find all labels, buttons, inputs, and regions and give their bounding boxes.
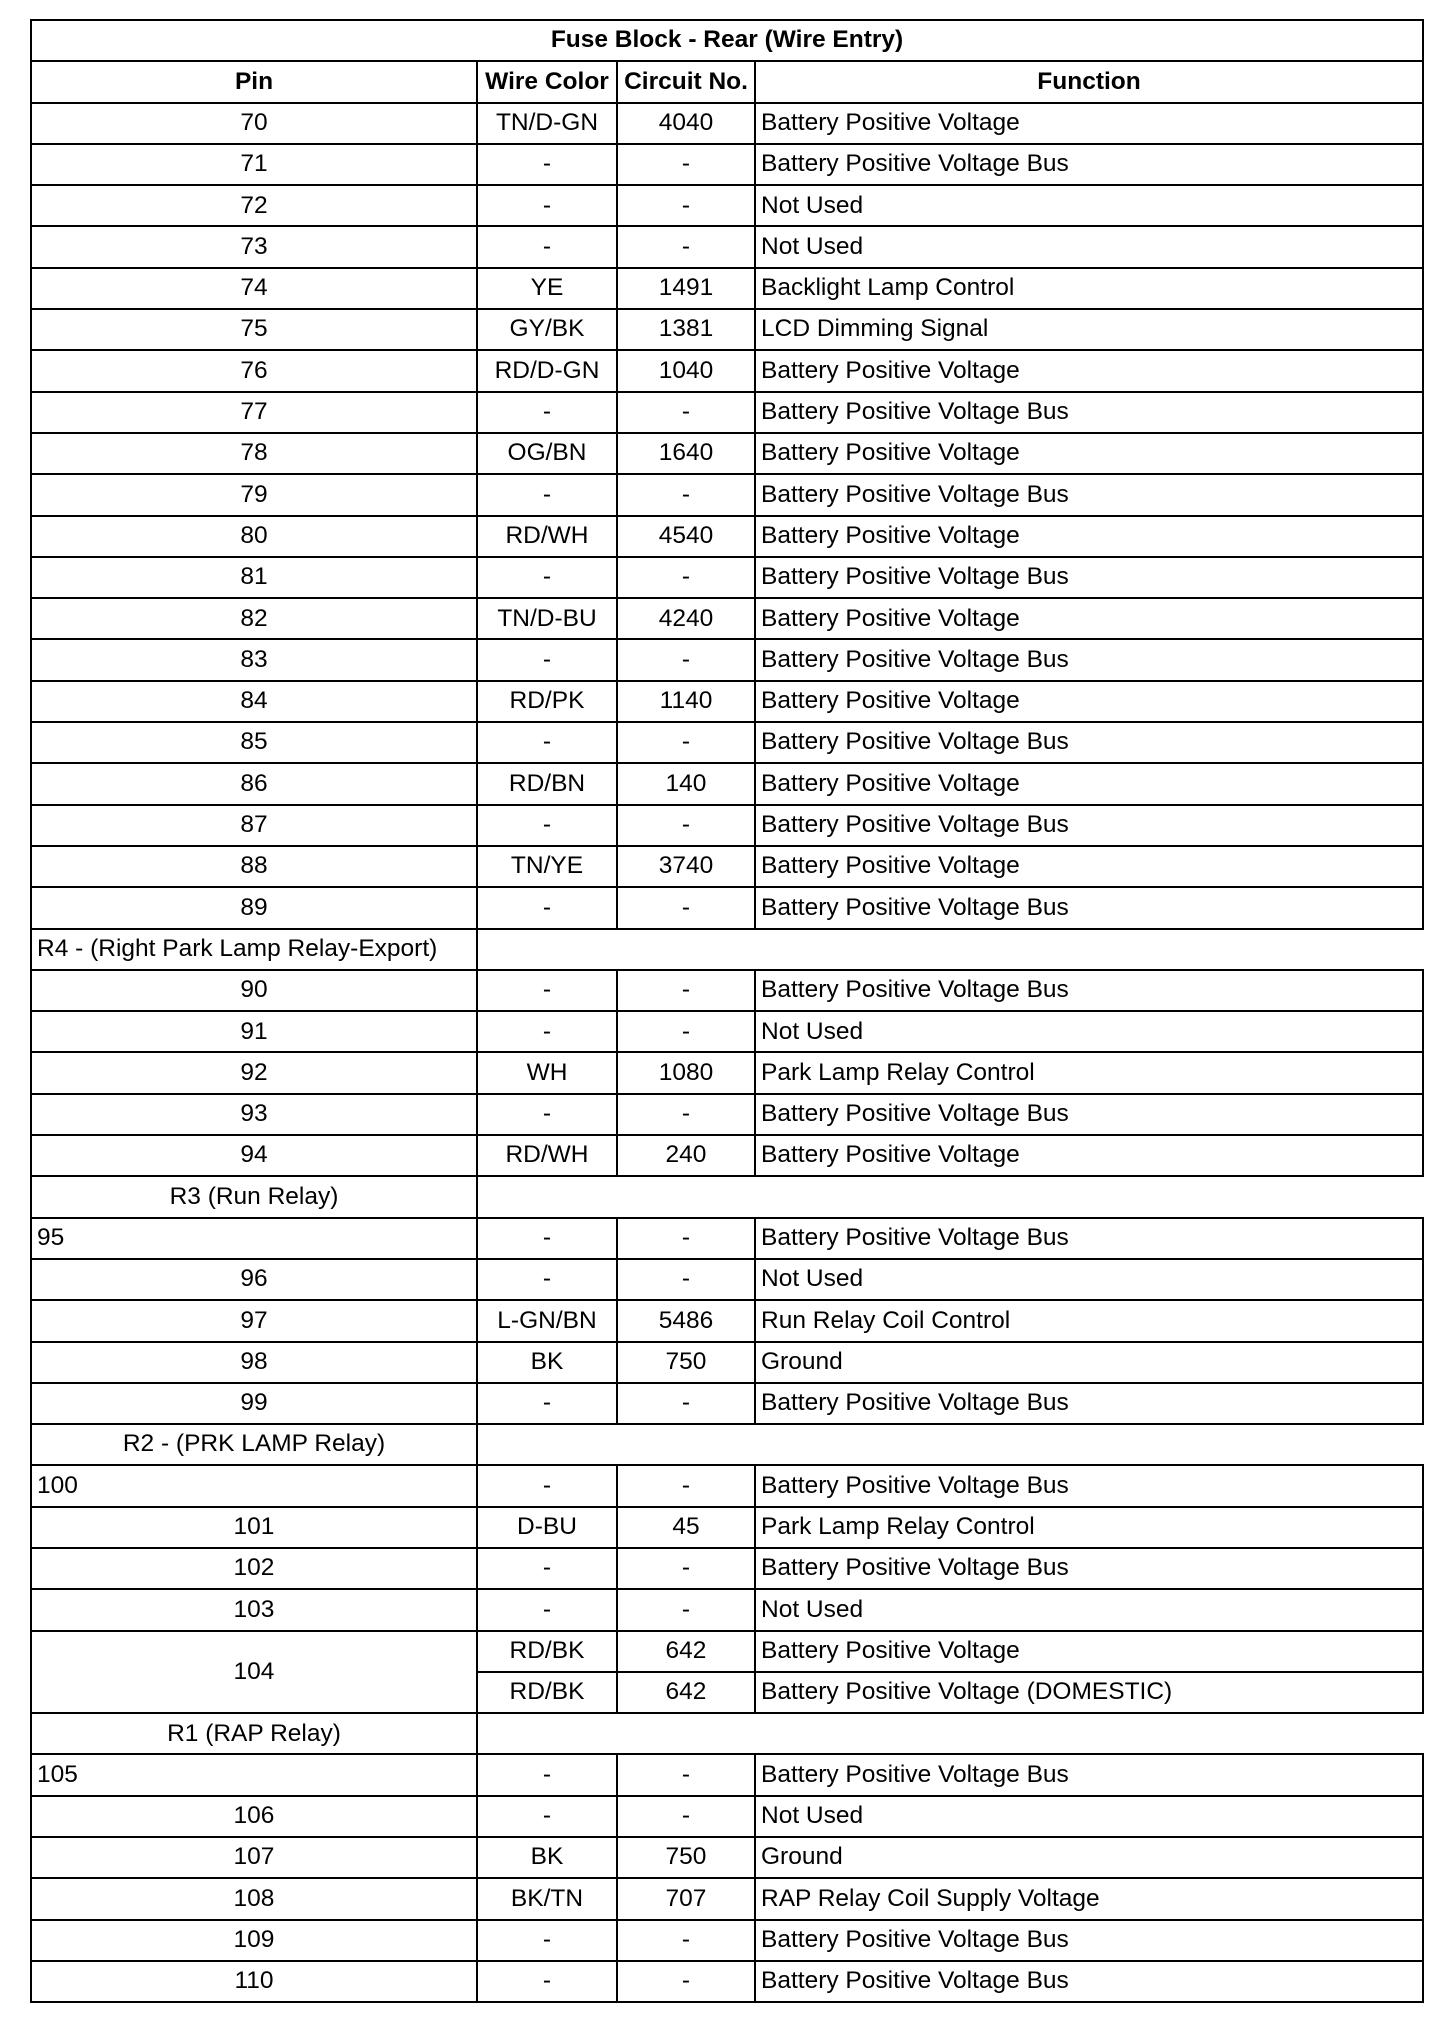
pin-cell: 83 bbox=[31, 639, 477, 680]
section-title: R3 (Run Relay) bbox=[31, 1176, 477, 1217]
circuit-no-cell: 750 bbox=[617, 1837, 755, 1878]
circuit-no-cell: 1381 bbox=[617, 309, 755, 350]
circuit-no-cell: 642 bbox=[617, 1672, 755, 1713]
pin-cell: 85 bbox=[31, 722, 477, 763]
header-row bbox=[31, 61, 1423, 102]
wire-color-cell: - bbox=[477, 1920, 617, 1961]
pin-cell: 106 bbox=[31, 1796, 477, 1837]
function-cell: Not Used bbox=[755, 1589, 1423, 1630]
function-cell: RAP Relay Coil Supply Voltage bbox=[755, 1878, 1423, 1919]
wire-color-cell: BK bbox=[477, 1837, 617, 1878]
pin-cell: 93 bbox=[31, 1094, 477, 1135]
pin-cell: 97 bbox=[31, 1300, 477, 1341]
wire-color-cell: - bbox=[477, 970, 617, 1011]
function-cell: Not Used bbox=[755, 1796, 1423, 1837]
pin-cell: 86 bbox=[31, 763, 477, 804]
wire-color-cell: RD/WH bbox=[477, 516, 617, 557]
circuit-no-cell: 750 bbox=[617, 1342, 755, 1383]
wire-color-cell: - bbox=[477, 557, 617, 598]
function-cell: Battery Positive Voltage Bus bbox=[755, 557, 1423, 598]
function-cell: LCD Dimming Signal bbox=[755, 309, 1423, 350]
table-row bbox=[31, 474, 1423, 515]
table-row bbox=[31, 805, 1423, 846]
header-circuit-no: Circuit No. bbox=[617, 61, 755, 102]
pin-cell: 96 bbox=[31, 1259, 477, 1300]
function-cell: Battery Positive Voltage bbox=[755, 1631, 1423, 1672]
wire-color-cell: - bbox=[477, 1218, 617, 1259]
circuit-no-cell: 1140 bbox=[617, 681, 755, 722]
function-cell: Battery Positive Voltage Bus bbox=[755, 392, 1423, 433]
circuit-no-cell: - bbox=[617, 1754, 755, 1795]
section-row bbox=[31, 1176, 1423, 1217]
function-cell: Backlight Lamp Control bbox=[755, 268, 1423, 309]
table-row bbox=[31, 516, 1423, 557]
pin-cell: 101 bbox=[31, 1507, 477, 1548]
wire-color-cell: TN/YE bbox=[477, 846, 617, 887]
circuit-no-cell: 642 bbox=[617, 1631, 755, 1672]
table-row bbox=[31, 598, 1423, 639]
function-cell: Battery Positive Voltage Bus bbox=[755, 1218, 1423, 1259]
section-spacer bbox=[477, 1713, 1423, 1754]
pin-cell: 107 bbox=[31, 1837, 477, 1878]
wire-color-cell: RD/BN bbox=[477, 763, 617, 804]
table-row bbox=[31, 185, 1423, 226]
table-row bbox=[31, 722, 1423, 763]
wire-color-cell: D-BU bbox=[477, 1507, 617, 1548]
pin-cell: 79 bbox=[31, 474, 477, 515]
table-row bbox=[31, 1218, 1423, 1259]
function-cell: Battery Positive Voltage Bus bbox=[755, 1961, 1423, 2002]
function-cell: Run Relay Coil Control bbox=[755, 1300, 1423, 1341]
section-spacer bbox=[477, 929, 1423, 970]
table-row bbox=[31, 970, 1423, 1011]
wire-color-cell: - bbox=[477, 1465, 617, 1506]
table-row bbox=[31, 392, 1423, 433]
function-cell: Battery Positive Voltage Bus bbox=[755, 1094, 1423, 1135]
section-spacer bbox=[477, 1176, 1423, 1217]
function-cell: Battery Positive Voltage (DOMESTIC) bbox=[755, 1672, 1423, 1713]
function-cell: Not Used bbox=[755, 185, 1423, 226]
table-row bbox=[31, 639, 1423, 680]
pin-cell: 78 bbox=[31, 433, 477, 474]
title-row bbox=[31, 20, 1423, 61]
pin-cell: 88 bbox=[31, 846, 477, 887]
table-row bbox=[31, 1961, 1423, 2002]
pin-cell: 80 bbox=[31, 516, 477, 557]
wire-color-cell: WH bbox=[477, 1052, 617, 1093]
pin-cell: 105 bbox=[31, 1754, 477, 1795]
circuit-no-cell: - bbox=[617, 392, 755, 433]
table-row bbox=[31, 1383, 1423, 1424]
function-cell: Battery Positive Voltage Bus bbox=[755, 639, 1423, 680]
wire-color-cell: - bbox=[477, 805, 617, 846]
fuse-block-table bbox=[30, 19, 1424, 2003]
wire-color-cell: RD/BK bbox=[477, 1672, 617, 1713]
function-cell: Battery Positive Voltage Bus bbox=[755, 144, 1423, 185]
circuit-no-cell: - bbox=[617, 1011, 755, 1052]
wire-color-cell: - bbox=[477, 1589, 617, 1630]
wire-color-cell: - bbox=[477, 1011, 617, 1052]
table-row bbox=[31, 1094, 1423, 1135]
table-row bbox=[31, 1631, 1423, 1672]
wire-color-cell: - bbox=[477, 639, 617, 680]
table-row bbox=[31, 1548, 1423, 1589]
function-cell: Not Used bbox=[755, 1011, 1423, 1052]
circuit-no-cell: - bbox=[617, 1920, 755, 1961]
circuit-no-cell: - bbox=[617, 1796, 755, 1837]
circuit-no-cell: - bbox=[617, 1383, 755, 1424]
circuit-no-cell: 1040 bbox=[617, 350, 755, 391]
circuit-no-cell: 240 bbox=[617, 1135, 755, 1176]
pin-cell: 70 bbox=[31, 103, 477, 144]
pin-cell: 95 bbox=[31, 1218, 477, 1259]
pin-cell: 77 bbox=[31, 392, 477, 433]
pin-cell: 94 bbox=[31, 1135, 477, 1176]
wire-color-cell: RD/D-GN bbox=[477, 350, 617, 391]
pin-cell: 72 bbox=[31, 185, 477, 226]
function-cell: Battery Positive Voltage bbox=[755, 433, 1423, 474]
circuit-no-cell: 1491 bbox=[617, 268, 755, 309]
function-cell: Park Lamp Relay Control bbox=[755, 1052, 1423, 1093]
wire-color-cell: BK/TN bbox=[477, 1878, 617, 1919]
circuit-no-cell: - bbox=[617, 474, 755, 515]
function-cell: Battery Positive Voltage Bus bbox=[755, 970, 1423, 1011]
pin-cell: 87 bbox=[31, 805, 477, 846]
pin-cell: 82 bbox=[31, 598, 477, 639]
circuit-no-cell: - bbox=[617, 722, 755, 763]
pin-cell: 99 bbox=[31, 1383, 477, 1424]
section-row bbox=[31, 929, 1423, 970]
pin-cell: 71 bbox=[31, 144, 477, 185]
header-function: Function bbox=[755, 61, 1423, 102]
table-row bbox=[31, 144, 1423, 185]
circuit-no-cell: 1640 bbox=[617, 433, 755, 474]
wire-color-cell: TN/D-BU bbox=[477, 598, 617, 639]
circuit-no-cell: - bbox=[617, 887, 755, 928]
function-cell: Battery Positive Voltage bbox=[755, 103, 1423, 144]
wire-color-cell: - bbox=[477, 392, 617, 433]
wire-color-cell: YE bbox=[477, 268, 617, 309]
circuit-no-cell: - bbox=[617, 1094, 755, 1135]
table-row bbox=[31, 1507, 1423, 1548]
circuit-no-cell: 3740 bbox=[617, 846, 755, 887]
pin-cell: 74 bbox=[31, 268, 477, 309]
wire-color-cell: - bbox=[477, 1548, 617, 1589]
table-row bbox=[31, 1878, 1423, 1919]
circuit-no-cell: - bbox=[617, 226, 755, 267]
function-cell: Battery Positive Voltage bbox=[755, 350, 1423, 391]
wire-color-cell: - bbox=[477, 1094, 617, 1135]
function-cell: Battery Positive Voltage Bus bbox=[755, 1383, 1423, 1424]
pin-cell: 109 bbox=[31, 1920, 477, 1961]
circuit-no-cell: 140 bbox=[617, 763, 755, 804]
wire-color-cell: OG/BN bbox=[477, 433, 617, 474]
table-row bbox=[31, 1011, 1423, 1052]
section-spacer bbox=[477, 1424, 1423, 1465]
wire-color-cell: - bbox=[477, 1383, 617, 1424]
function-cell: Battery Positive Voltage Bus bbox=[755, 1548, 1423, 1589]
pin-cell: 92 bbox=[31, 1052, 477, 1093]
wire-color-cell: - bbox=[477, 1961, 617, 2002]
pin-cell: 104 bbox=[31, 1631, 477, 1714]
table-row bbox=[31, 1837, 1423, 1878]
circuit-no-cell: 45 bbox=[617, 1507, 755, 1548]
circuit-no-cell: - bbox=[617, 805, 755, 846]
wire-color-cell: - bbox=[477, 474, 617, 515]
wire-color-cell: GY/BK bbox=[477, 309, 617, 350]
table-row bbox=[31, 103, 1423, 144]
pin-cell: 73 bbox=[31, 226, 477, 267]
wire-color-cell: BK bbox=[477, 1342, 617, 1383]
circuit-no-cell: - bbox=[617, 639, 755, 680]
circuit-no-cell: - bbox=[617, 970, 755, 1011]
wire-color-cell: TN/D-GN bbox=[477, 103, 617, 144]
section-row bbox=[31, 1713, 1423, 1754]
function-cell: Battery Positive Voltage bbox=[755, 763, 1423, 804]
function-cell: Battery Positive Voltage bbox=[755, 516, 1423, 557]
table-row bbox=[31, 1589, 1423, 1630]
circuit-no-cell: - bbox=[617, 144, 755, 185]
pin-cell: 84 bbox=[31, 681, 477, 722]
function-cell: Battery Positive Voltage Bus bbox=[755, 1920, 1423, 1961]
table-row bbox=[31, 268, 1423, 309]
table-row bbox=[31, 1465, 1423, 1506]
function-cell: Battery Positive Voltage Bus bbox=[755, 1465, 1423, 1506]
function-cell: Battery Positive Voltage Bus bbox=[755, 887, 1423, 928]
pin-cell: 90 bbox=[31, 970, 477, 1011]
wire-color-cell: L-GN/BN bbox=[477, 1300, 617, 1341]
table-row bbox=[31, 1300, 1423, 1341]
circuit-no-cell: 707 bbox=[617, 1878, 755, 1919]
header-wire-color: Wire Color bbox=[477, 61, 617, 102]
pin-cell: 110 bbox=[31, 1961, 477, 2002]
wire-color-cell: RD/BK bbox=[477, 1631, 617, 1672]
table-row bbox=[31, 350, 1423, 391]
circuit-no-cell: - bbox=[617, 185, 755, 226]
pin-cell: 76 bbox=[31, 350, 477, 391]
table-row bbox=[31, 1052, 1423, 1093]
wire-color-cell: RD/WH bbox=[477, 1135, 617, 1176]
table-row bbox=[31, 1796, 1423, 1837]
pin-cell: 102 bbox=[31, 1548, 477, 1589]
function-cell: Battery Positive Voltage Bus bbox=[755, 1754, 1423, 1795]
section-title: R1 (RAP Relay) bbox=[31, 1713, 477, 1754]
circuit-no-cell: - bbox=[617, 1218, 755, 1259]
section-row bbox=[31, 1424, 1423, 1465]
table-row bbox=[31, 887, 1423, 928]
table-row bbox=[31, 1754, 1423, 1795]
table-row bbox=[31, 226, 1423, 267]
wire-color-cell: - bbox=[477, 887, 617, 928]
table-row bbox=[31, 309, 1423, 350]
function-cell: Battery Positive Voltage Bus bbox=[755, 474, 1423, 515]
pin-cell: 81 bbox=[31, 557, 477, 598]
pin-cell: 89 bbox=[31, 887, 477, 928]
circuit-no-cell: - bbox=[617, 557, 755, 598]
function-cell: Park Lamp Relay Control bbox=[755, 1507, 1423, 1548]
wire-color-cell: - bbox=[477, 185, 617, 226]
table-row bbox=[31, 1135, 1423, 1176]
pin-cell: 98 bbox=[31, 1342, 477, 1383]
function-cell: Battery Positive Voltage Bus bbox=[755, 722, 1423, 763]
table-row bbox=[31, 1259, 1423, 1300]
circuit-no-cell: - bbox=[617, 1589, 755, 1630]
circuit-no-cell: - bbox=[617, 1548, 755, 1589]
circuit-no-cell: 4540 bbox=[617, 516, 755, 557]
function-cell: Battery Positive Voltage Bus bbox=[755, 805, 1423, 846]
wire-color-cell: - bbox=[477, 1754, 617, 1795]
wire-color-cell: - bbox=[477, 144, 617, 185]
circuit-no-cell: - bbox=[617, 1961, 755, 2002]
function-cell: Battery Positive Voltage bbox=[755, 598, 1423, 639]
circuit-no-cell: 4240 bbox=[617, 598, 755, 639]
circuit-no-cell: - bbox=[617, 1259, 755, 1300]
wire-color-cell: - bbox=[477, 722, 617, 763]
pin-cell: 91 bbox=[31, 1011, 477, 1052]
wire-color-cell: RD/PK bbox=[477, 681, 617, 722]
table-row bbox=[31, 846, 1423, 887]
table-row bbox=[31, 557, 1423, 598]
pin-cell: 100 bbox=[31, 1465, 477, 1506]
function-cell: Battery Positive Voltage bbox=[755, 681, 1423, 722]
section-title: R4 - (Right Park Lamp Relay-Export) bbox=[31, 929, 477, 970]
pin-cell: 75 bbox=[31, 309, 477, 350]
section-title: R2 - (PRK LAMP Relay) bbox=[31, 1424, 477, 1465]
table-title: Fuse Block - Rear (Wire Entry) bbox=[31, 20, 1423, 61]
pin-cell: 108 bbox=[31, 1878, 477, 1919]
function-cell: Not Used bbox=[755, 1259, 1423, 1300]
function-cell: Battery Positive Voltage bbox=[755, 846, 1423, 887]
pin-cell: 103 bbox=[31, 1589, 477, 1630]
function-cell: Ground bbox=[755, 1342, 1423, 1383]
table-row bbox=[31, 763, 1423, 804]
table-row bbox=[31, 1920, 1423, 1961]
table-row bbox=[31, 1342, 1423, 1383]
function-cell: Ground bbox=[755, 1837, 1423, 1878]
wire-color-cell: - bbox=[477, 226, 617, 267]
circuit-no-cell: 5486 bbox=[617, 1300, 755, 1341]
wire-color-cell: - bbox=[477, 1259, 617, 1300]
wire-color-cell: - bbox=[477, 1796, 617, 1837]
fuse-block-table-container bbox=[30, 19, 1422, 2003]
circuit-no-cell: - bbox=[617, 1465, 755, 1506]
function-cell: Not Used bbox=[755, 226, 1423, 267]
table-row bbox=[31, 681, 1423, 722]
header-pin: Pin bbox=[31, 61, 477, 102]
circuit-no-cell: 1080 bbox=[617, 1052, 755, 1093]
circuit-no-cell: 4040 bbox=[617, 103, 755, 144]
function-cell: Battery Positive Voltage bbox=[755, 1135, 1423, 1176]
table-row bbox=[31, 433, 1423, 474]
